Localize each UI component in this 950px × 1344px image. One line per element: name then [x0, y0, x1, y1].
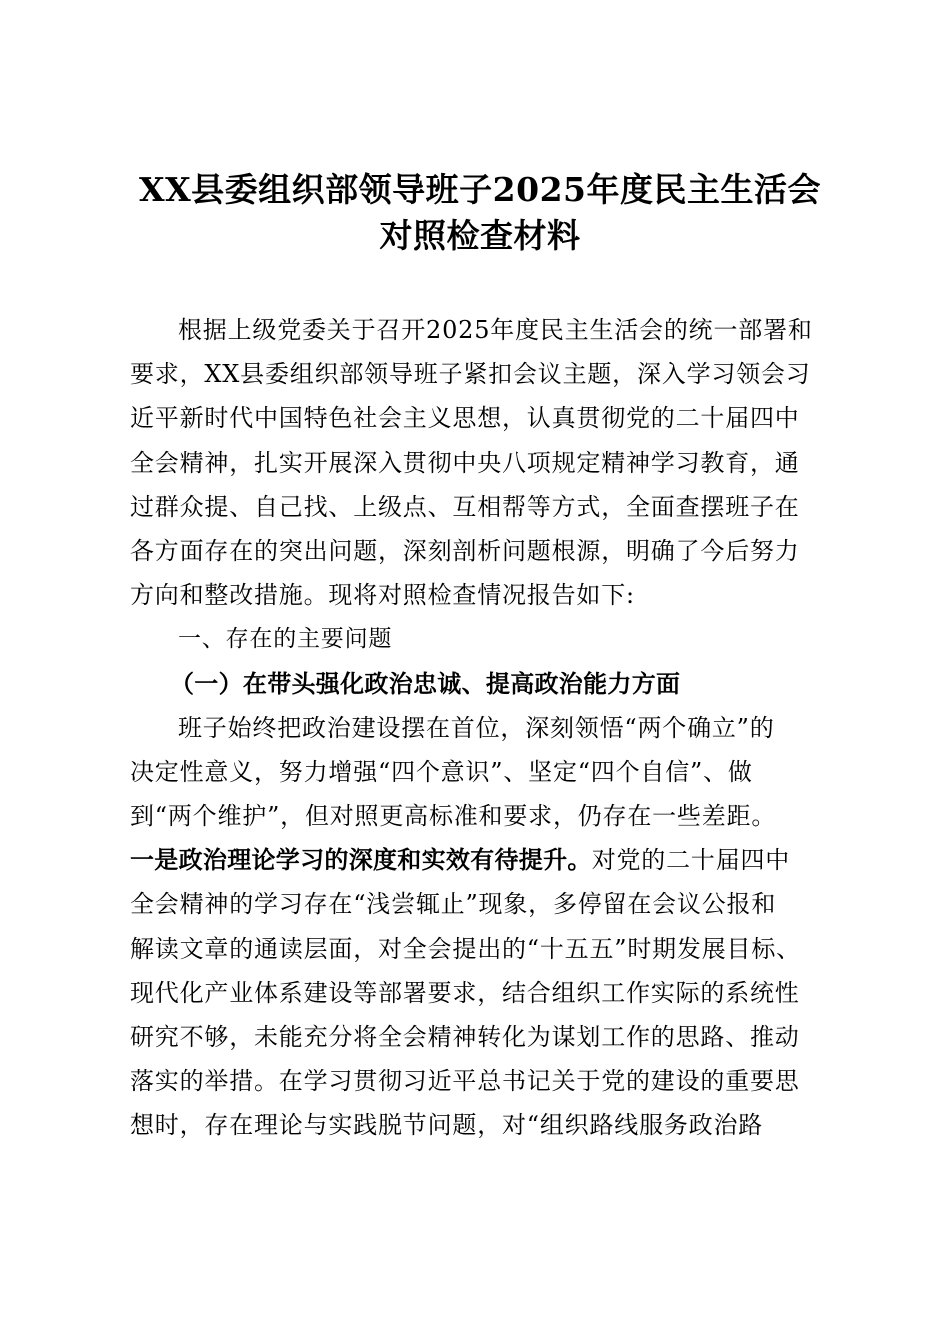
intro-line: 各方面存在的突出问题，深刻剖析问题根源，明确了今后努力 [130, 536, 800, 565]
subsection-heading-1: （一）在带头强化政治忠诚、提高政治能力方面 [170, 668, 681, 698]
paragraph-line: 解读文章的通读层面，对全会提出的“十五五”时期发展目标、 [130, 934, 801, 963]
point-1-first-line [130, 838, 830, 882]
section-heading-1: 一、存在的主要问题 [178, 626, 393, 653]
paragraph-line: 全会精神的学习存在“浅尝辄止”现象，多停留在会议公报和 [130, 890, 777, 919]
paragraph-line: 决定性意义，努力增强“四个意识”、坚定“四个自信”、做 [130, 757, 753, 786]
paragraph-line: 到“两个维护”，但对照更高标准和要求，仍存在一些差距。 [130, 802, 777, 831]
document-body [130, 308, 830, 1148]
paragraph-line: 研究不够，未能充分将全会精神转化为谋划工作的思路、推动 [130, 1023, 800, 1051]
point-1-bold-lead: 一是政治理论学习的深度和实效有待提升。 [130, 845, 592, 875]
paragraph-line: 现代化产业体系建设等部署要求，结合组织工作实际的系统性 [130, 978, 800, 1007]
paragraph-line: 班子始终把政治建设摆在首位，深刻领悟“两个确立”的 [178, 713, 775, 742]
paragraph-line: 落实的举措。在学习贯彻习近平总书记关于党的建设的重要思 [130, 1067, 800, 1096]
intro-line: 要求，XX县委组织部领导班子紧扣会议主题，深入学习领会习 [130, 360, 811, 389]
intro-line: 根据上级党委关于召开2025年度民主生活会的统一部署和 [178, 316, 813, 344]
intro-line: 过群众提、自己找、上级点、互相帮等方式，全面查摆班子在 [130, 492, 800, 521]
point-1-first-line-rest: 对党的二十届四中 [591, 846, 791, 875]
document-title-line-2: 对照检查材料 [379, 216, 581, 255]
document-title-line-1: XX县委组织部领导班子2025年度民主生活会 [138, 170, 822, 209]
intro-line: 近平新时代中国特色社会主义思想，认真贯彻党的二十届四中 [130, 404, 800, 433]
paragraph-line: 想时，存在理论与实践脱节问题，对“组织路线服务政治路 [130, 1111, 764, 1140]
intro-line: 方向和整改措施。现将对照检查情况报告如下: [130, 581, 635, 610]
intro-line: 全会精神，扎实开展深入贯彻中央八项规定精神学习教育，通 [130, 448, 800, 477]
